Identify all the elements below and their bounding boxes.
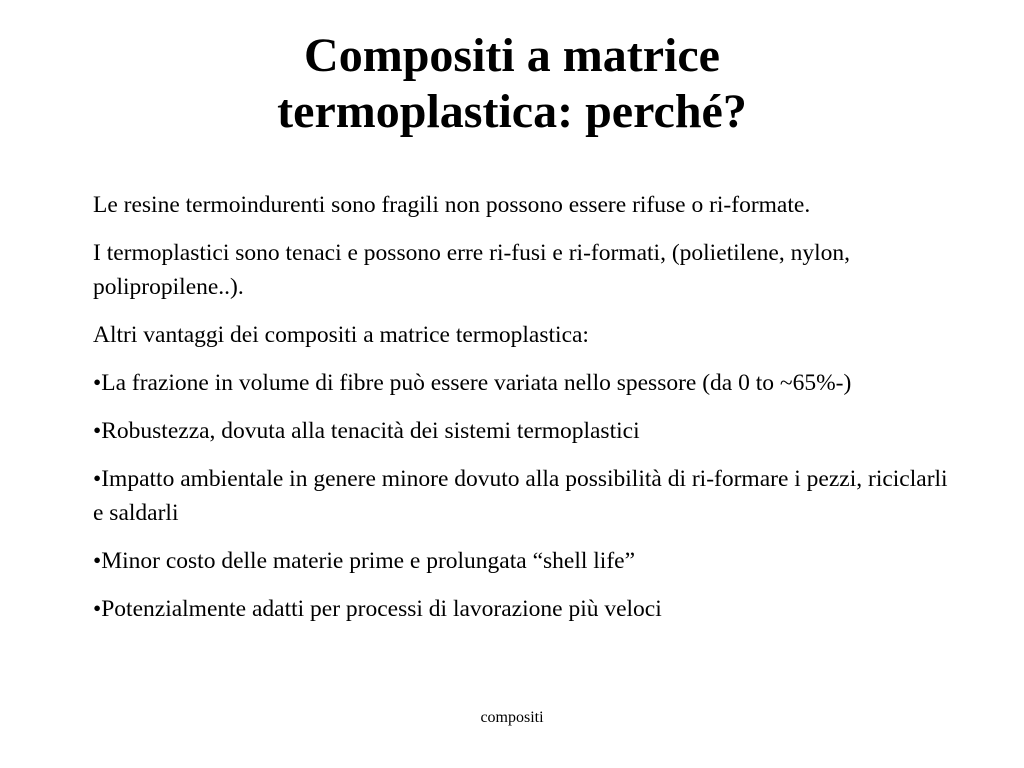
bullet-icon: •: [93, 548, 102, 574]
bullet-item-minor-costo: [93, 544, 955, 578]
slide-body: [93, 188, 955, 640]
slide-title-line-2: termoplastica: perché?: [277, 85, 747, 138]
bullet-item-impatto-ambientale: [93, 462, 955, 530]
slide-title-line-1: Compositi a matrice: [304, 29, 720, 82]
bullet-text: Minor costo delle materie prime e prolungata “shell life”: [101, 548, 636, 574]
bullet-icon: •: [93, 466, 102, 492]
paragraph-termoplastici: I termoplastici sono tenaci e possono erre ri-fusi e ri-formati, (polietilene, nylon, polipropilene..).: [93, 240, 850, 300]
paragraph-vantaggi: Altri vantaggi dei compositi a matrice termoplastica:: [93, 322, 589, 348]
paragraph-resine: Le resine termoindurenti sono fragili non possono essere rifuse o ri-formate.: [93, 192, 811, 218]
bullet-icon: •: [93, 370, 102, 396]
slide-title: [0, 28, 1024, 140]
bullet-icon: •: [93, 596, 102, 622]
bullet-icon: •: [93, 418, 102, 444]
bullet-text: La frazione in volume di fibre può essere variata nello spessore (da 0 to ~65%-): [101, 370, 852, 396]
bullet-item-lavorazione-veloci: [93, 592, 955, 626]
slide-footer: compositi: [480, 709, 544, 726]
bullet-item-frazione-volume: [93, 366, 955, 400]
bullet-text: Robustezza, dovuta alla tenacità dei sistemi termoplastici: [101, 418, 640, 444]
bullet-item-robustezza: [93, 414, 955, 448]
bullet-text: Impatto ambientale in genere minore dovuto alla possibilità di ri-formare i pezzi, riciclarli e saldarli: [93, 466, 948, 526]
bullet-text: Potenzialmente adatti per processi di lavorazione più veloci: [101, 596, 662, 622]
